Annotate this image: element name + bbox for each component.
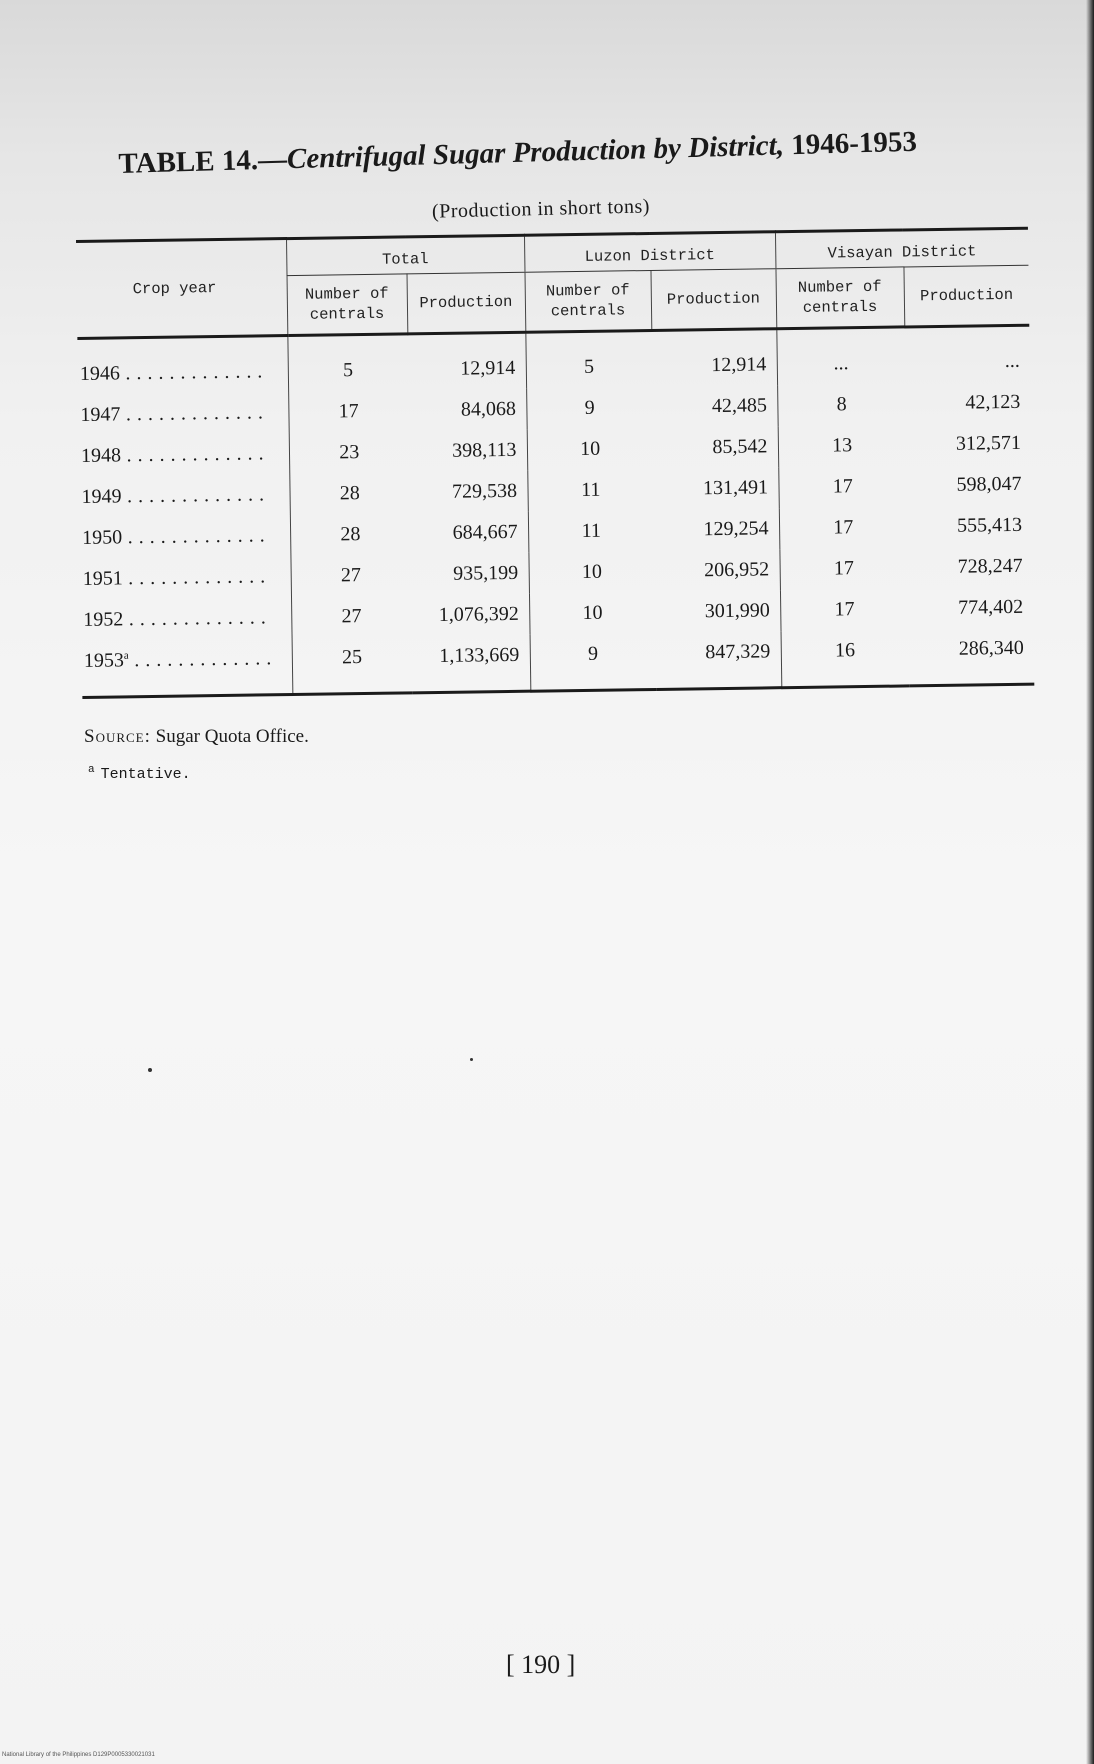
leader-dots: . . . . . . . . . . . . . [120, 442, 265, 467]
col-header-visayan-centrals: Number of centrals [775, 267, 904, 329]
source-note [84, 726, 309, 748]
year-label: 1946 [79, 362, 121, 385]
col-header-luzon-production: Production [650, 269, 776, 331]
cell-total-centrals: 28 [289, 472, 410, 515]
table-body [77, 325, 1034, 697]
cell-luzon-production: 847,329 [705, 640, 771, 664]
sugar-production-table [76, 227, 1034, 699]
cell-total-production: 398,113 [452, 438, 517, 462]
cell-luzon-centrals: 10 [527, 428, 654, 471]
cell-luzon-production: 129,254 [703, 517, 769, 541]
cell-luzon-centrals: 5 [525, 330, 652, 388]
cell-visayan-production: 42,123 [965, 390, 1021, 414]
table-subtitle: (Production in short tons) [431, 195, 651, 223]
cell-visayan-production: 555,413 [956, 513, 1023, 537]
cell-luzon-production: 131,491 [702, 476, 769, 500]
title-years: 1946-1953 [783, 125, 918, 162]
cell-visayan-production: ... [1004, 349, 1020, 373]
cell-visayan-production: 598,047 [956, 472, 1022, 496]
cell-year [80, 515, 291, 559]
year-label: 1951 [82, 567, 123, 590]
cell-year [81, 597, 292, 641]
cell-total-centrals: 25 [292, 636, 413, 694]
cell-visayan-production: 312,571 [955, 431, 1022, 455]
group-header-total: Total [286, 235, 524, 275]
leader-dots: . . . . . . . . . . . . . [123, 606, 267, 631]
cell-total-production: 12,914 [460, 356, 516, 380]
page-number: [ 190 ] [506, 1650, 576, 1679]
leader-dots: . . . . . . . . . . . . . [122, 524, 266, 549]
cell-total-production: 1,076,392 [438, 602, 519, 626]
cell-luzon-centrals: 11 [527, 469, 654, 512]
cell-visayan-production: 774,402 [958, 595, 1024, 619]
leader-dots: . . . . . . . . . . . . . [119, 360, 264, 385]
cell-visayan-centrals: 16 [781, 629, 910, 687]
cell-total-production: 684,667 [452, 520, 518, 544]
cell-total-production: 729,538 [451, 479, 518, 503]
col-header-visayan-production: Production [903, 265, 1029, 327]
cell-luzon-centrals: 11 [528, 510, 655, 553]
table-container [76, 227, 1034, 699]
cell-total-production: 84,068 [460, 397, 517, 421]
cell-visayan-production: 728,247 [957, 554, 1023, 578]
year-label: 1952 [83, 608, 124, 631]
col-header-total-centrals: Number of centrals [287, 274, 408, 336]
cell-visayan-centrals: 17 [779, 547, 908, 590]
cell-luzon-production: 12,914 [711, 353, 767, 377]
year-label: 1953 [83, 649, 125, 672]
cell-total-production: 1,133,669 [439, 643, 520, 667]
year-label: 1947 [80, 403, 121, 426]
leader-dots: . . . . . . . . . . . . . [122, 565, 266, 590]
cell-total-centrals: 27 [290, 554, 411, 597]
cell-luzon-centrals: 10 [529, 592, 656, 635]
cell-luzon-centrals: 9 [526, 387, 653, 430]
cell-year [78, 392, 289, 436]
footnote-text: Tentative. [100, 766, 191, 783]
source-text: Sugar Quota Office. [155, 726, 309, 747]
cell-visayan-centrals: ... [776, 327, 905, 385]
cell-total-centrals: 27 [291, 595, 412, 638]
cell-visayan-centrals: 13 [778, 424, 907, 467]
col-header-total-production: Production [407, 272, 526, 334]
cell-total-centrals: 5 [287, 334, 408, 392]
cell-total-production: 935,199 [453, 561, 519, 585]
title-italic: Centrifugal Sugar Production by District, [286, 129, 785, 176]
year-label: 1950 [82, 526, 123, 549]
col-header-luzon-centrals: Number of centrals [524, 270, 651, 332]
scan-speck [470, 1058, 473, 1061]
cell-luzon-production: 42,485 [711, 394, 768, 418]
year-label: 1948 [80, 444, 122, 467]
table-title [118, 123, 1019, 181]
scan-credit: National Library of the Philippines D129P0005330021031 [2, 1752, 155, 1758]
group-header-luzon: Luzon District [524, 232, 775, 273]
cell-visayan-centrals: 17 [778, 465, 907, 508]
cell-visayan-production: 286,340 [958, 636, 1024, 660]
cell-total-centrals: 23 [289, 431, 410, 474]
cell-luzon-production: 206,952 [704, 558, 770, 582]
source-label: Source: [84, 726, 151, 747]
cell-visayan-centrals: 17 [779, 506, 908, 549]
cell-total-centrals: 17 [288, 390, 409, 433]
group-header-visayan: Visayan District [775, 228, 1028, 269]
year-label: 1949 [81, 485, 122, 508]
footnote-mark: a [88, 764, 95, 776]
scan-speck [148, 1068, 152, 1072]
cell-visayan-centrals: 17 [780, 588, 909, 631]
title-prefix: TABLE 14.— [118, 143, 288, 180]
cell-year [82, 638, 293, 697]
cell-year [79, 474, 290, 518]
table-row [82, 628, 1035, 698]
scan-edge-shadow [1086, 0, 1094, 1764]
stub-header: Crop year [76, 239, 287, 339]
cell-luzon-production: 85,542 [712, 435, 768, 459]
cell-visayan-centrals: 8 [777, 383, 906, 426]
cell-luzon-centrals: 9 [530, 633, 657, 691]
cell-total-centrals: 28 [290, 513, 411, 556]
leader-dots: . . . . . . . . . . . . . [128, 647, 272, 672]
cell-luzon-centrals: 10 [528, 551, 655, 594]
cell-year [80, 556, 291, 600]
footnote [88, 764, 191, 783]
leader-dots: . . . . . . . . . . . . . [120, 401, 264, 426]
cell-luzon-production: 301,990 [704, 599, 770, 623]
leader-dots: . . . . . . . . . . . . . [121, 483, 265, 508]
year-footnote-mark: a [123, 649, 129, 662]
cell-year [77, 336, 288, 395]
cell-year [79, 433, 290, 477]
